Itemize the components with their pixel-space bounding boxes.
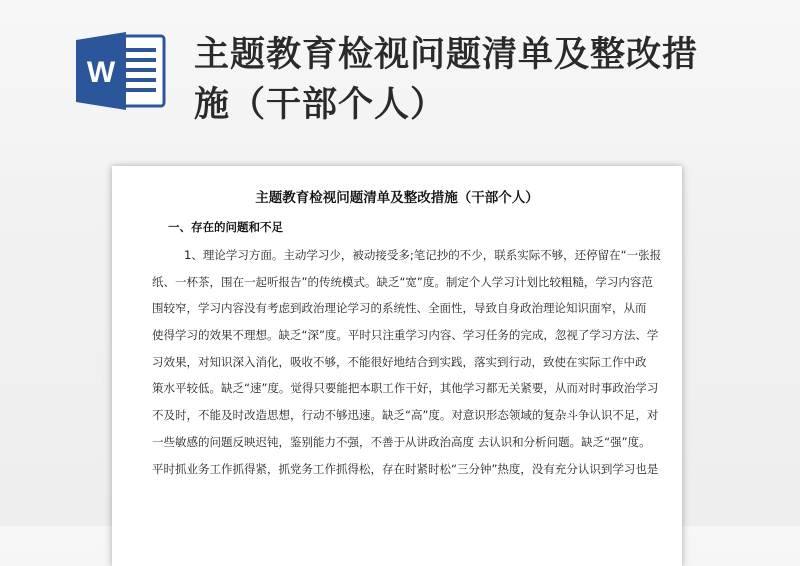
header-title-line-1: 主题教育检视问题清单及整改措: [194, 35, 699, 75]
body-line: 不及时，不能及时改造思想，行动不够迅速。缺乏“高”度。对意识形态领域的复杂斗争认识不足，对: [152, 408, 659, 423]
body-line: 策水平较低。缺乏“速”度。觉得只要能把本职工作干好，其他学习都无关紧要，从而对时事政治学习: [152, 381, 659, 396]
header: [0, 0, 800, 150]
body-line: 纸、一杯茶，围在一起听报告”的传统模式。缺乏“宽”度。制定个人学习计划比较粗糙，学习内容范: [152, 274, 653, 289]
document-title: 主题教育检视问题清单及整改措施（干部个人）: [255, 190, 539, 206]
body-line: 使得学习的效果不理想。缺乏“深”度。平时只注重学习内容、学习任务的完成，忽视了学习方法、学: [152, 328, 659, 343]
body-line: 平时抓业务工作抓得紧，抓党务工作抓得松，存在时紧时松“三分钟”热度，没有充分认识到学习也是: [152, 461, 659, 476]
body-line: 围较窄，学习内容没有考虑到政治理论学习的系统性、全面性，导致自身政治理论知识面窄，从而: [152, 301, 647, 316]
word-logo-letter: W: [86, 56, 116, 89]
body-line: 习效果，对知识深入消化，吸收不够，不能很好地结合到实践，落实到行动，致使在实际工作中政: [152, 354, 647, 369]
word-app-icon: [74, 30, 166, 112]
body-line: 1、理论学习方面。主动学习少，被动接受多;笔记抄的不少，联系实际不够，还停留在“一张报: [184, 248, 662, 262]
section-heading: 一、存在的问题和不足: [168, 220, 283, 234]
header-title-line-2: 施（干部个人）: [194, 85, 447, 125]
body-line: 一些敏感的问题反映迟钝，鉴别能力不强，不善于从讲政治高度 去认识和分析问题。缺乏“强”度。: [152, 434, 651, 449]
document-body: [152, 242, 662, 482]
header-title: [194, 30, 754, 130]
document-page: [112, 166, 682, 566]
